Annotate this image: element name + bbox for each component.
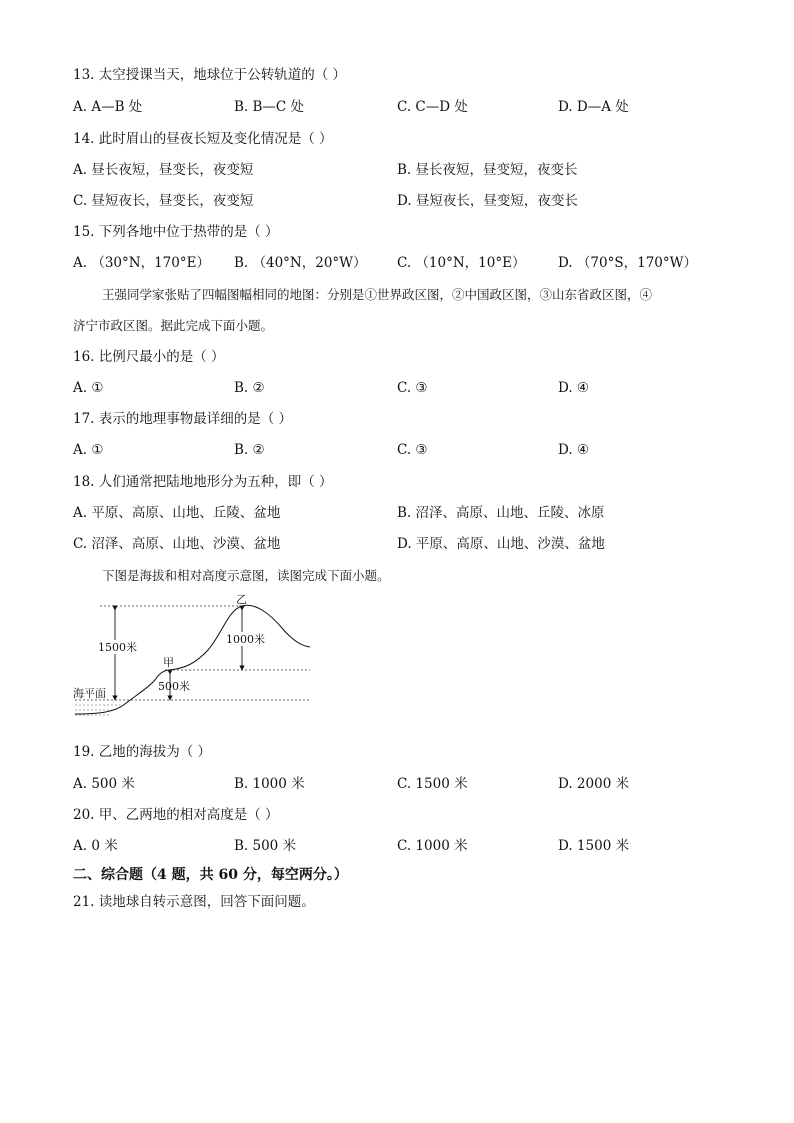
q13-option-b: B. B—C 处 xyxy=(234,99,305,115)
q16-option-a: A. ① xyxy=(73,380,104,396)
q16-option-b: B. ② xyxy=(234,380,265,396)
label-500: 500米 xyxy=(158,680,190,693)
q16-option-d: D. ④ xyxy=(558,380,590,396)
q20-option-a: A. 0 米 xyxy=(73,838,118,854)
q14-option-a: A. 昼长夜短，昼变长，夜变短 xyxy=(73,162,254,178)
q15-option-a: A. （30°N，170°E） xyxy=(73,255,210,271)
question-15-stem: 15. 下列各地中位于热带的是（ ） xyxy=(73,224,279,240)
question-19-stem: 19. 乙地的海拔为（ ） xyxy=(73,744,212,760)
question-20-stem: 20. 甲、乙两地的相对高度是（ ） xyxy=(73,807,279,823)
q18-option-c: C. 沼泽、高原、山地、沙漠、盆地 xyxy=(73,536,281,552)
q18-option-d: D. 平原、高原、山地、沙漠、盆地 xyxy=(397,536,605,552)
question-13-stem: 13. 太空授课当天，地球位于公转轨道的（ ） xyxy=(73,67,347,83)
q17-option-b: B. ② xyxy=(234,442,265,458)
q20-option-d: D. 1500 米 xyxy=(558,838,630,854)
q20-option-b: B. 500 米 xyxy=(234,838,297,854)
material-intro-altitude: 下图是海拔和相对高度示意图，读图完成下面小题。 xyxy=(102,568,390,583)
material-intro-maps-line2: 济宁市政区图。据此完成下面小题。 xyxy=(73,318,274,333)
q13-option-d: D. D—A 处 xyxy=(558,99,629,115)
question-17-stem: 17. 表示的地理事物最详细的是（ ） xyxy=(73,411,293,427)
q14-option-b: B. 昼长夜短，昼变短，夜变长 xyxy=(397,162,578,178)
q19-option-a: A. 500 米 xyxy=(73,776,135,792)
material-intro-maps-line1: 王强同学家张贴了四幅图幅相同的地图：分别是①世界政区图，②中国政区图，③山东省政区图，④ xyxy=(102,287,653,302)
q18-option-a: A. 平原、高原、山地、丘陵、盆地 xyxy=(73,505,281,521)
question-18-stem: 18. 人们通常把陆地地形分为五种，即（ ） xyxy=(73,474,333,490)
q14-option-c: C. 昼短夜长，昼变长，夜变短 xyxy=(73,193,254,209)
q17-option-a: A. ① xyxy=(73,442,104,458)
terrain-profile xyxy=(75,605,310,714)
question-14-stem: 14. 此时眉山的昼夜长短及变化情况是（ ） xyxy=(73,131,333,147)
section-title: 二、综合题（4 题，共 60 分，每空两分。） xyxy=(73,867,348,883)
q15-option-d: D. （70°S，170°W） xyxy=(558,255,697,271)
q16-option-c: C. ③ xyxy=(397,380,428,396)
altitude-diagram xyxy=(70,592,320,732)
q14-option-d: D. 昼短夜长，昼变短，夜变长 xyxy=(397,193,578,209)
q18-option-b: B. 沼泽、高原、山地、丘陵、冰原 xyxy=(397,505,605,521)
label-sea-level: 海平面 xyxy=(73,687,106,700)
q19-option-c: C. 1500 米 xyxy=(397,776,468,792)
q15-option-c: C. （10°N，10°E） xyxy=(397,255,526,271)
question-21-stem: 21. 读地球自转示意图，回答下面问题。 xyxy=(73,894,315,910)
q17-option-d: D. ④ xyxy=(558,442,590,458)
label-1500: 1500米 xyxy=(98,641,137,654)
q19-option-b: B. 1000 米 xyxy=(234,776,305,792)
label-yi: 乙 xyxy=(236,593,247,606)
q20-option-c: C. 1000 米 xyxy=(397,838,468,854)
q19-option-d: D. 2000 米 xyxy=(558,776,630,792)
label-1000: 1000米 xyxy=(226,633,265,646)
q13-option-c: C. C—D 处 xyxy=(397,99,468,115)
label-jia: 甲 xyxy=(163,656,174,669)
q15-option-b: B. （40°N，20°W） xyxy=(234,255,367,271)
question-16-stem: 16. 比例尺最小的是（ ） xyxy=(73,349,225,365)
q13-option-a: A. A—B 处 xyxy=(73,99,143,115)
q17-option-c: C. ③ xyxy=(397,442,428,458)
